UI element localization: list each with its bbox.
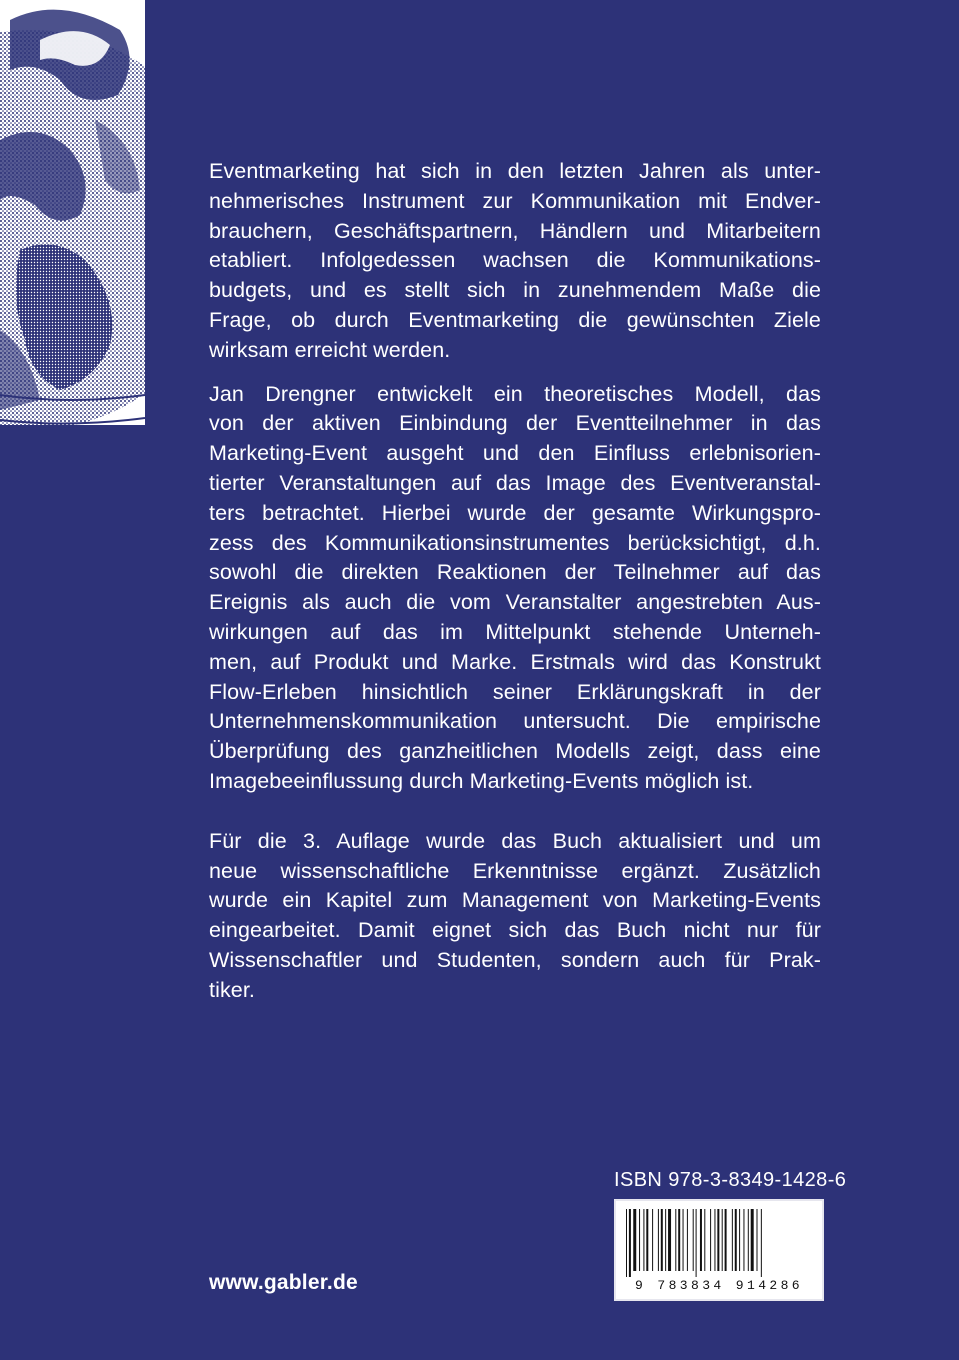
text-line: Eventmarketing hat sich in den letzten Jahren als unter- [209, 159, 821, 183]
text-line: brauchern, Geschäftspartnern, Händlern und Mitarbeitern [209, 218, 821, 243]
barcode-bar [751, 1209, 754, 1271]
text-line: Für die 3. Auflage wurde das Buch aktualisiert und um [209, 828, 821, 853]
text-line: von der aktiven Einbindung der Eventteilnehmer in das [209, 411, 821, 436]
text-line: Imagebeeinflussung durch Marketing-Events möglich ist. [209, 768, 754, 793]
barcode-bar [732, 1209, 733, 1271]
text-line: men, auf Produkt und Marke. Erstmals wird das Konstrukt [209, 649, 821, 674]
barcode-bar [646, 1209, 648, 1271]
publisher-website[interactable]: www.gabler.de [209, 1271, 358, 1294]
isbn-label: ISBN 978-3-8349-1428-6 [614, 1169, 847, 1191]
text-line: ters betrachtet. Hierbei wurde der gesamte Wirkungspro- [209, 500, 821, 525]
barcode-bar [639, 1209, 640, 1271]
text-line: eingearbeitet. Damit eignet sich das Buch nicht nur für [209, 918, 821, 943]
barcode-icon [624, 1209, 814, 1277]
barcode-bar [748, 1209, 749, 1271]
text-line: etabliert. Infolgedessen wachsen die Kommunikations- [209, 248, 821, 273]
barcode-bar [668, 1209, 671, 1271]
barcode-bar [739, 1209, 740, 1271]
barcode-bar [735, 1209, 737, 1271]
barcode-bar [652, 1209, 653, 1271]
barcode-digits: 9 783834 914286 [634, 1278, 804, 1293]
text-line: Marketing-Event ausgeht und den Einfluss erlebnisorien- [209, 441, 821, 466]
barcode-bar [743, 1209, 744, 1271]
text-line: zess des Kommunikationsinstrumentes berücksichtigt, d.h. [209, 530, 821, 555]
barcode-bar [678, 1209, 680, 1271]
blurb-text [209, 157, 821, 1006]
text-line: Wissenschaftler und Studenten, sondern auch für Prak- [209, 947, 821, 972]
barcode-bar [757, 1209, 758, 1271]
text-line: wurde ein Kapitel zum Management von Marketing-Events [209, 888, 821, 913]
globe-illustration [0, 0, 145, 425]
barcode-bar [687, 1209, 688, 1271]
text-line: Unternehmenskommunikation untersucht. Die empirische [209, 709, 821, 734]
barcode-bar [643, 1209, 644, 1271]
barcode-bar [675, 1209, 676, 1271]
text-line: tiker. [209, 977, 256, 1002]
text-line: wirkungen auf das im Mittelpunkt stehende Unterneh- [209, 619, 821, 644]
barcode-bar [696, 1209, 697, 1277]
text-line: wirksam erreicht werden. [209, 337, 451, 362]
barcode-bar [661, 1209, 663, 1271]
text-line: nehmerisches Instrument zur Kommunikation mit Endver- [209, 188, 821, 213]
barcode-bar [761, 1209, 762, 1277]
text-line: tierter Veranstaltungen auf das Image des Eventveranstal- [209, 470, 821, 495]
barcode-bar [717, 1209, 719, 1271]
blurb-paragraph-2 [209, 380, 821, 797]
text-line: Jan Drengner entwickelt ein theoretisches Modell, das [209, 381, 821, 406]
barcode-bar [693, 1209, 694, 1271]
text-line: Überprüfung des ganzheitlichen Modells zeigt, dass eine [209, 739, 821, 764]
barcode [614, 1199, 824, 1301]
text-line: neue wissenschaftliche Erkenntnisse ergänzt. Zusätzlich [209, 858, 821, 883]
text-line: sowohl die direkten Reaktionen der Teilnehmer auf das [209, 560, 821, 585]
text-line: Ereignis als auch die vom Veranstalter angestrebten Aus- [209, 590, 821, 615]
barcode-bar [633, 1209, 636, 1271]
text-line: Flow-Erleben hinsichtlich seiner Erklärungskraft in der [209, 679, 821, 704]
blurb-paragraph-3 [209, 827, 821, 1006]
barcode-bar [700, 1209, 702, 1271]
barcode-bar [714, 1209, 715, 1271]
barcode-bar [704, 1209, 705, 1271]
barcode-bar [626, 1209, 627, 1277]
barcode-bar [722, 1209, 723, 1271]
barcode-bar [725, 1209, 727, 1271]
barcode-bar [658, 1209, 659, 1271]
barcode-bar [665, 1209, 666, 1271]
text-line: budgets, und es stellt sich in zunehmendem Maße die [209, 278, 821, 303]
text-line: Frage, ob durch Eventmarketing die gewünschten Ziele [209, 307, 821, 332]
barcode-bar [710, 1209, 711, 1271]
barcode-bar [683, 1209, 684, 1271]
barcode-bar [629, 1209, 631, 1277]
blurb-paragraph-1 [209, 157, 821, 366]
